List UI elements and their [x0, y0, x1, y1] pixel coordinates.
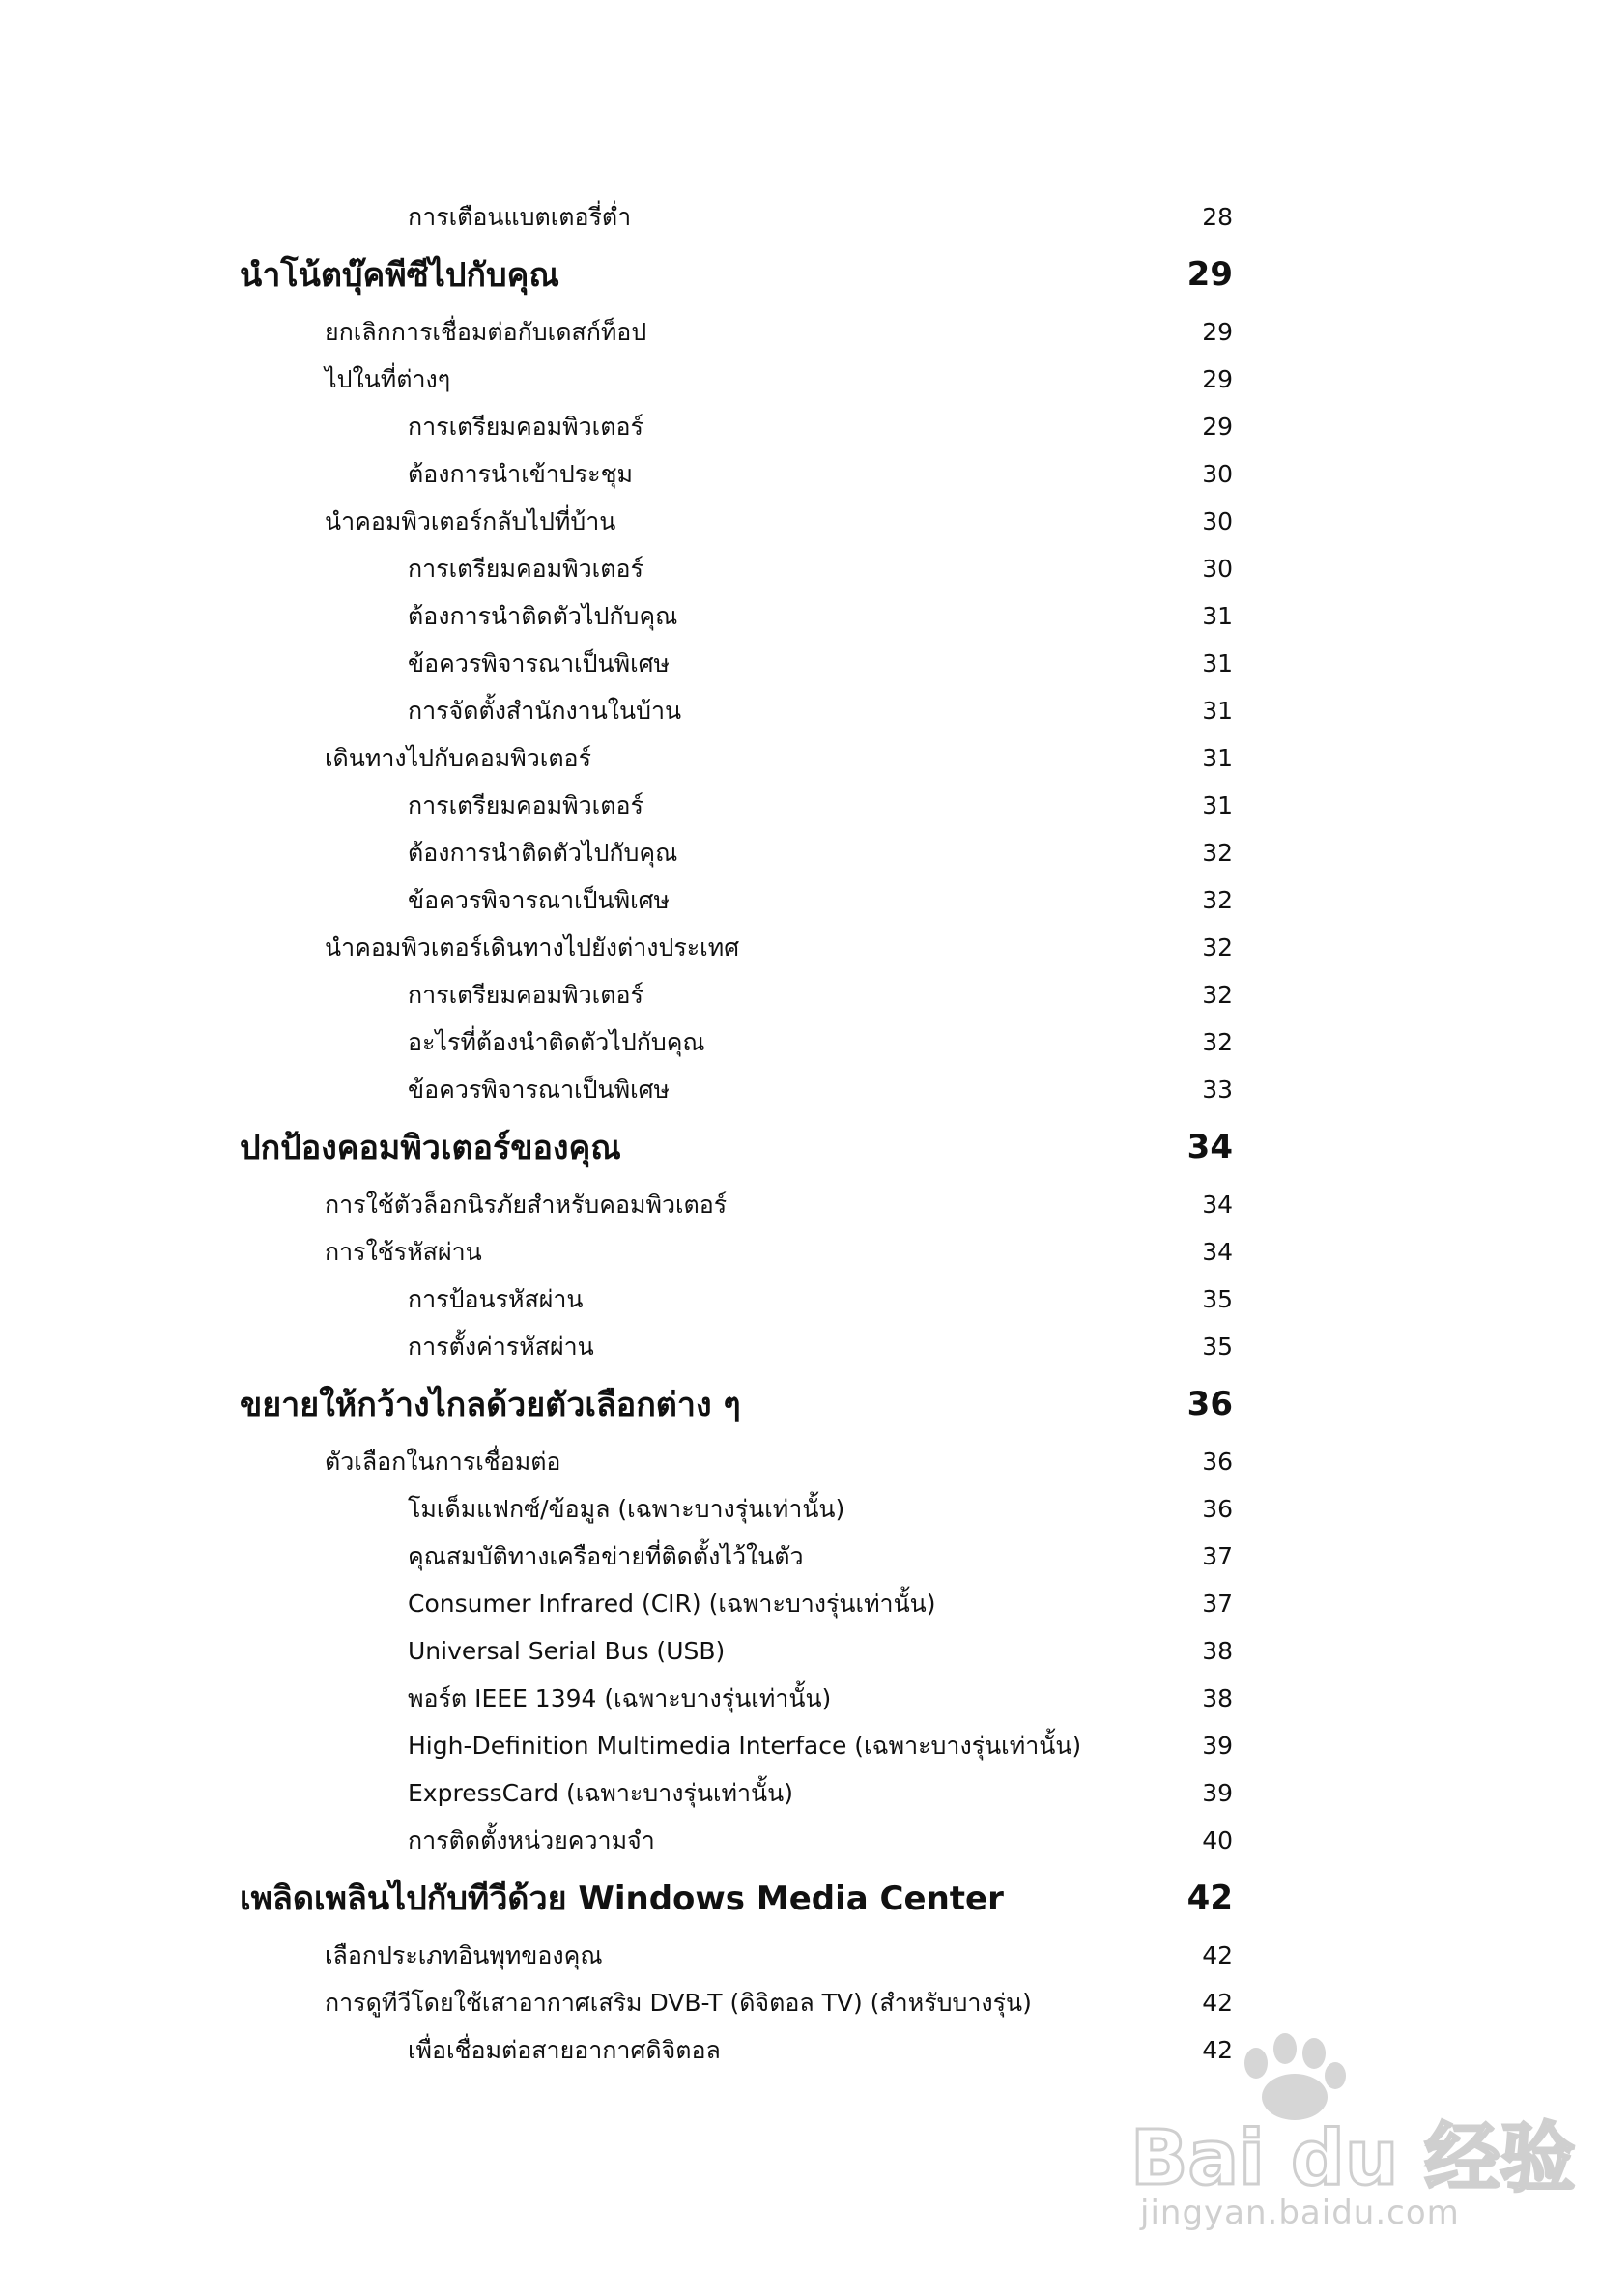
toc-entry-title: ข้อควรพิจารณาเป็นพิเศษ: [408, 885, 670, 914]
toc-entry-page-number: 31: [1202, 649, 1233, 677]
toc-subsection-entry: [240, 687, 1233, 734]
watermark-url: jingyan.baidu.com: [1140, 2194, 1460, 2232]
toc-entry-page-number: 34: [1186, 1128, 1233, 1166]
toc-entry-page-number: 29: [1186, 255, 1233, 294]
toc-entry-title: อะไรที่ต้องนำติดตัวไปกับคุณ: [408, 1027, 705, 1056]
toc-entry-title: การเตรียมคอมพิวเตอร์: [408, 412, 643, 441]
toc-chapter-entry: [240, 1370, 1233, 1438]
toc-entry-title: เพื่อเชื่อมต่อสายอากาศดิจิตอล: [408, 2035, 721, 2064]
baidu-watermark-logo: [1121, 2010, 1576, 2203]
toc-entry-page-number: 29: [1202, 413, 1233, 441]
toc-entry-title: การเตือนแบตเตอรี่ต่ำ: [408, 202, 632, 231]
table-of-contents: [240, 193, 1233, 2074]
toc-section-entry: [240, 1932, 1233, 1979]
toc-chapter-entry: [240, 1113, 1233, 1181]
toc-subsection-entry: [240, 782, 1233, 829]
toc-subsection-entry: [240, 1485, 1233, 1533]
toc-entry-page-number: 32: [1202, 981, 1233, 1009]
toc-entry-title: การเตรียมคอมพิวเตอร์: [408, 790, 643, 819]
toc-entry-title: การใช้ตัวล็อกนิรภัยสำหรับคอมพิวเตอร์: [325, 1190, 728, 1219]
toc-subsection-entry: [240, 403, 1233, 450]
toc-subsection-entry: [240, 450, 1233, 498]
toc-entry-page-number: 30: [1202, 555, 1233, 583]
toc-entry-page-number: 32: [1202, 933, 1233, 961]
toc-entry-page-number: 39: [1202, 1732, 1233, 1760]
toc-subsection-entry: [240, 1627, 1233, 1675]
toc-entry-page-number: 35: [1202, 1285, 1233, 1313]
toc-subsection-entry: [240, 876, 1233, 924]
toc-entry-title: ต้องการนำติดตัวไปกับคุณ: [408, 601, 678, 630]
toc-entry-title: นำคอมพิวเตอร์กลับไปที่บ้าน: [325, 506, 616, 535]
toc-entry-title: ปกป้องคอมพิวเตอร์ของคุณ: [240, 1129, 621, 1167]
toc-entry-title: ขยายให้กว้างไกลด้วยตัวเลือกต่าง ๆ: [240, 1386, 741, 1424]
toc-subsection-entry: [240, 1769, 1233, 1817]
toc-section-entry: [240, 734, 1233, 782]
toc-entry-title: การใช้รหัสผ่าน: [325, 1237, 482, 1266]
toc-subsection-entry: [240, 640, 1233, 687]
toc-entry-title: คุณสมบัติทางเครือข่ายที่ติดตั้งไว้ในตัว: [408, 1541, 804, 1570]
toc-entry-page-number: 30: [1202, 507, 1233, 535]
toc-entry-page-number: 34: [1202, 1191, 1233, 1219]
toc-subsection-entry: [240, 1675, 1233, 1722]
toc-entry-page-number: 39: [1202, 1779, 1233, 1807]
toc-entry-page-number: 30: [1202, 460, 1233, 488]
toc-subsection-entry: [240, 1066, 1233, 1113]
toc-entry-page-number: 35: [1202, 1333, 1233, 1361]
toc-entry-page-number: 42: [1202, 1941, 1233, 1969]
toc-entry-title: ตัวเลือกในการเชื่อมต่อ: [325, 1447, 561, 1476]
toc-entry-page-number: 32: [1202, 886, 1233, 914]
toc-entry-title: ต้องการนำเข้าประชุม: [408, 459, 634, 488]
toc-entry-page-number: 32: [1202, 1028, 1233, 1056]
toc-entry-title: โมเด็มแฟกซ์/ข้อมูล (เฉพาะบางรุ่นเท่านั้น): [408, 1494, 845, 1523]
toc-subsection-entry: [240, 971, 1233, 1019]
toc-entry-title: การดูทีวีโดยใช้เสาอากาศเสริม DVB-T (ดิจิตอล TV) (สำหรับบางรุ่น): [325, 1988, 1032, 2017]
toc-subsection-entry: [240, 1722, 1233, 1769]
toc-section-entry: [240, 498, 1233, 545]
toc-subsection-entry: [240, 1580, 1233, 1627]
toc-entry-page-number: 29: [1202, 318, 1233, 346]
toc-section-entry: [240, 308, 1233, 356]
toc-entry-page-number: 31: [1202, 744, 1233, 772]
baidu-wordmark: Bai du 经验: [1130, 2115, 1576, 2202]
toc-entry-title: ข้อควรพิจารณาเป็นพิเศษ: [408, 1075, 670, 1104]
toc-entry-title: Universal Serial Bus (USB): [408, 1637, 726, 1665]
toc-entry-page-number: 36: [1202, 1495, 1233, 1523]
toc-entry-title: เพลิดเพลินไปกับทีวีด้วย Windows Media Center: [240, 1880, 1004, 1918]
toc-entry-title: เดินทางไปกับคอมพิวเตอร์: [325, 743, 592, 772]
toc-subsection-entry: [240, 1817, 1233, 1864]
toc-entry-title: การจัดตั้งสำนักงานในบ้าน: [408, 696, 682, 725]
toc-entry-page-number: 33: [1202, 1076, 1233, 1104]
toc-entry-title: การเตรียมคอมพิวเตอร์: [408, 980, 643, 1009]
toc-entry-page-number: 36: [1186, 1385, 1233, 1423]
toc-entry-page-number: 37: [1202, 1590, 1233, 1618]
toc-entry-title: การตั้งค่ารหัสผ่าน: [408, 1332, 594, 1361]
toc-section-entry: [240, 1438, 1233, 1485]
toc-entry-page-number: 37: [1202, 1542, 1233, 1570]
toc-entry-title: ไปในที่ต่างๆ: [325, 364, 451, 393]
toc-entry-title: ยกเลิกการเชื่อมต่อกับเดสก์ท็อป: [325, 317, 647, 346]
toc-entry-title: พอร์ต IEEE 1394 (เฉพาะบางรุ่นเท่านั้น): [408, 1683, 832, 1712]
toc-entry-page-number: 42: [1202, 1989, 1233, 2017]
toc-entry-title: การป้อนรหัสผ่าน: [408, 1284, 584, 1313]
toc-entry-page-number: 31: [1202, 602, 1233, 630]
toc-entry-page-number: 40: [1202, 1826, 1233, 1854]
toc-entry-title: Consumer Infrared (CIR) (เฉพาะบางรุ่นเท่านั้น): [408, 1589, 936, 1618]
toc-entry-title: การเตรียมคอมพิวเตอร์: [408, 554, 643, 583]
toc-subsection-entry: [240, 1019, 1233, 1066]
toc-subsection-entry: [240, 829, 1233, 876]
toc-entry-page-number: 38: [1202, 1684, 1233, 1712]
toc-section-entry: [240, 1979, 1233, 2026]
toc-entry-title: High-Definition Multimedia Interface (เฉพาะบางรุ่นเท่านั้น): [408, 1731, 1082, 1760]
toc-entry-page-number: 32: [1202, 839, 1233, 867]
toc-chapter-entry: [240, 241, 1233, 308]
toc-subsection-entry: [240, 1323, 1233, 1370]
toc-section-entry: [240, 924, 1233, 971]
toc-entry-page-number: 29: [1202, 365, 1233, 393]
toc-section-entry: [240, 1228, 1233, 1276]
toc-entry-page-number: 38: [1202, 1637, 1233, 1665]
paw-icon: [1244, 2033, 1346, 2120]
toc-entry-page-number: 42: [1202, 2036, 1233, 2064]
toc-entry-title: ข้อควรพิจารณาเป็นพิเศษ: [408, 648, 670, 677]
toc-entry-page-number: 31: [1202, 697, 1233, 725]
toc-entry-page-number: 42: [1186, 1879, 1233, 1917]
toc-entry-title: การติดตั้งหน่วยความจำ: [408, 1825, 655, 1854]
toc-subsection-entry: [240, 1276, 1233, 1323]
toc-entry-page-number: 31: [1202, 791, 1233, 819]
toc-section-entry: [240, 356, 1233, 403]
toc-subsection-entry: [240, 1533, 1233, 1580]
toc-section-entry: [240, 1181, 1233, 1228]
toc-subsection-entry: [240, 2026, 1233, 2074]
toc-subsection-entry: [240, 592, 1233, 640]
toc-entry-page-number: 34: [1202, 1238, 1233, 1266]
toc-entry-title: ExpressCard (เฉพาะบางรุ่นเท่านั้น): [408, 1778, 793, 1807]
toc-subsection-entry: [240, 193, 1233, 241]
toc-entry-title: นำคอมพิวเตอร์เดินทางไปยังต่างประเทศ: [325, 933, 740, 961]
toc-entry-title: เลือกประเภทอินพุทของคุณ: [325, 1940, 603, 1969]
toc-entry-title: นำโน้ตบุ๊คพีซีไปกับคุณ: [240, 256, 559, 295]
toc-entry-title: ต้องการนำติดตัวไปกับคุณ: [408, 838, 678, 867]
toc-chapter-entry: [240, 1864, 1233, 1932]
toc-entry-page-number: 36: [1202, 1448, 1233, 1476]
toc-subsection-entry: [240, 545, 1233, 592]
toc-entry-page-number: 28: [1202, 203, 1233, 231]
